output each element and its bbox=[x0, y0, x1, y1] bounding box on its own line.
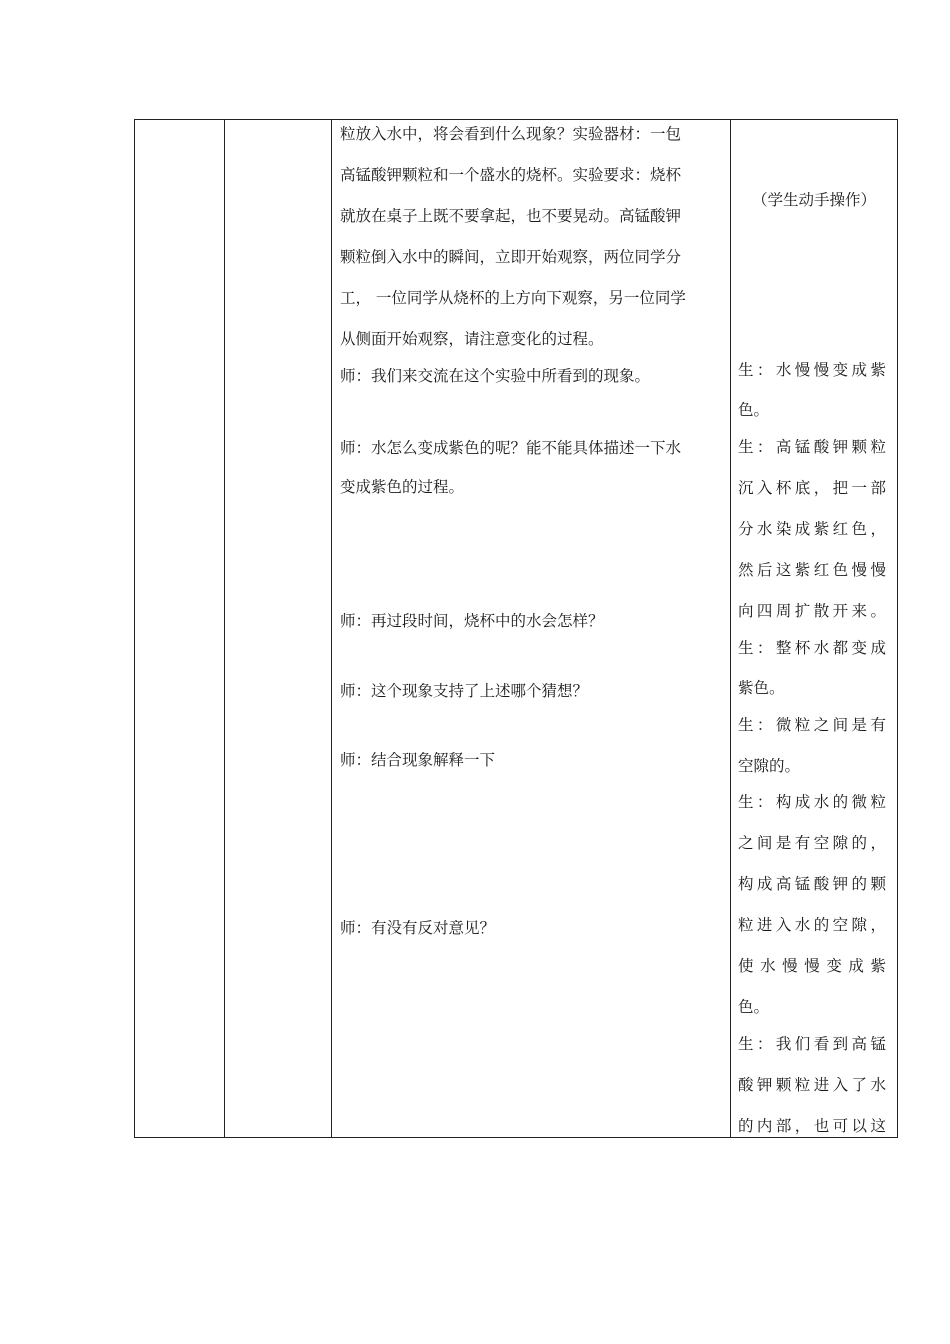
teacher-line: 师：再过段时间，烧杯中的水会怎样？ bbox=[340, 612, 604, 630]
teacher-line: 师：水怎么变成紫色的呢？能不能具体描述一下水 bbox=[340, 439, 682, 457]
cell-student-activity bbox=[731, 120, 897, 1137]
student-line: 向四周扩散开来。 bbox=[738, 602, 886, 620]
student-line: 粒进入水的空隙， bbox=[738, 916, 886, 934]
student-line: 色。 bbox=[738, 401, 770, 419]
student-line: 之间是有空隙的， bbox=[738, 834, 886, 852]
student-line: 分水染成紫红色， bbox=[738, 520, 886, 538]
teacher-line: 粒放入水中，将会看到什么现象？实验器材：一包 bbox=[340, 125, 682, 143]
student-line: 使水慢慢变成紫 bbox=[738, 957, 886, 975]
student-line: 构成高锰酸钾的颗 bbox=[738, 875, 886, 893]
teacher-line: 师：这个现象支持了上述哪个猜想？ bbox=[340, 682, 589, 700]
student-line: 空隙的。 bbox=[738, 757, 801, 775]
student-line: （学生动手操作） bbox=[751, 191, 876, 209]
teacher-line: 师：结合现象解释一下 bbox=[340, 751, 496, 769]
student-line: 的内部，也可以这 bbox=[738, 1117, 886, 1135]
teacher-line: 师：我们来交流在这个实验中所看到的现象。 bbox=[340, 367, 651, 385]
student-line: 生：微粒之间是有 bbox=[738, 716, 886, 734]
student-line: 紫色。 bbox=[738, 679, 785, 697]
cell-content bbox=[225, 120, 331, 1137]
teacher-line: 高锰酸钾颗粒和一个盛水的烧杯。实验要求：烧杯 bbox=[340, 166, 682, 184]
teacher-line: 师：有没有反对意见？ bbox=[340, 919, 496, 937]
cell-stage bbox=[135, 120, 224, 1137]
teacher-line: 变成紫色的过程。 bbox=[340, 478, 465, 496]
student-line: 生：高锰酸钾颗粒 bbox=[738, 438, 886, 456]
student-line: 酸钾颗粒进入了水 bbox=[738, 1076, 886, 1094]
teacher-line: 就放在桌子上既不要拿起，也不要晃动。高锰酸钾 bbox=[340, 207, 682, 225]
student-line: 沉入杯底，把一部 bbox=[738, 479, 886, 497]
student-line: 生：构成水的微粒 bbox=[738, 793, 886, 811]
student-line: 然后这紫红色慢慢 bbox=[738, 561, 886, 579]
student-line: 生：我们看到高锰 bbox=[738, 1035, 886, 1053]
teacher-line: 从侧面开始观察，请注意变化的过程。 bbox=[340, 330, 604, 348]
teacher-line: 工， 一位同学从烧杯的上方向下观察，另一位同学 bbox=[340, 289, 686, 307]
student-line: 生：水慢慢变成紫 bbox=[738, 361, 886, 379]
lesson-table bbox=[134, 119, 898, 1138]
student-line: 色。 bbox=[738, 998, 770, 1016]
student-line: 生：整杯水都变成 bbox=[738, 639, 886, 657]
cell-teacher-activity bbox=[332, 120, 730, 1137]
teacher-line: 颗粒倒入水中的瞬间，立即开始观察，两位同学分 bbox=[340, 248, 682, 266]
